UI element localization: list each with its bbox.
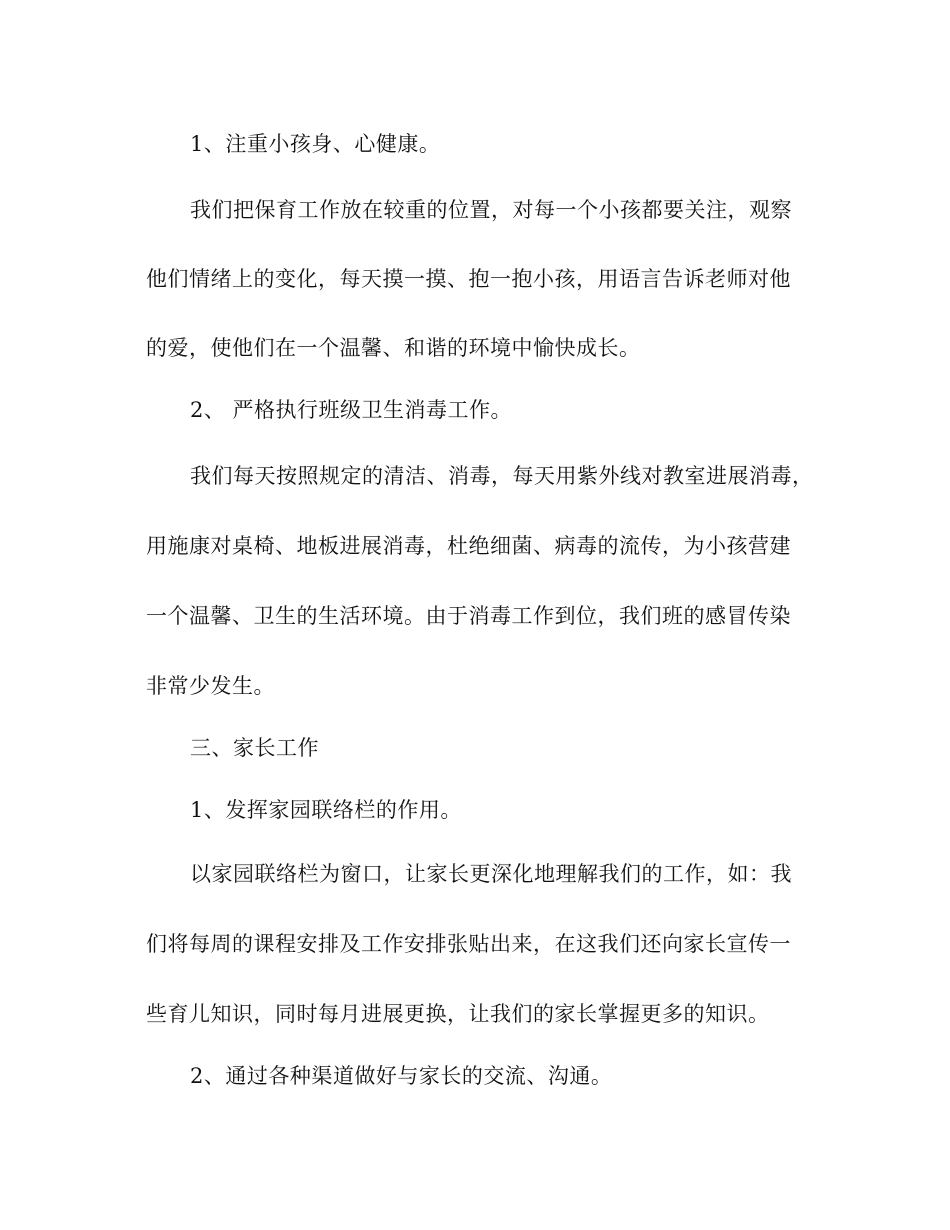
item-heading-contact-board: 1、发挥家园联络栏的作用。 [190, 798, 462, 822]
paragraph-line: 用施康对桌椅、地板进展消毒，杜绝细菌、病毒的流传，为小孩营建 [146, 534, 791, 558]
paragraph-line: 我们把保育工作放在较重的位置，对每一个小孩都要关注，观察 [190, 198, 792, 222]
paragraph-line: 非常少发生。 [146, 674, 275, 698]
paragraph-line: 的爱，使他们在一个温馨、和谐的环境中愉快成长。 [146, 336, 641, 360]
paragraph-line: 他们情绪上的变化，每天摸一摸、抱一抱小孩，用语言告诉老师对他 [146, 267, 791, 291]
item-heading-health: 1、注重小孩身、心健康。 [190, 132, 441, 156]
paragraph-line: 些育儿知识，同时每月进展更换，让我们的家长掌握更多的知识。 [146, 1002, 770, 1026]
paragraph-line: 一个温馨、卫生的生活环境。由于消毒工作到位，我们班的感冒传染 [146, 604, 791, 628]
paragraph-line: 我们每天按照规定的清洁、消毒，每天用紫外线对教室进展消毒， [190, 464, 814, 488]
item-heading-hygiene: 2、 严格执行班级卫生消毒工作。 [190, 398, 513, 422]
paragraph-line: 们将每周的课程安排及工作安排张贴出来，在这我们还向家长宣传一 [146, 932, 791, 956]
item-heading-communication: 2、通过各种渠道做好与家长的交流、沟通。 [190, 1064, 613, 1088]
paragraph-line: 以家园联络栏为窗口，让家长更深化地理解我们的工作，如：我 [190, 862, 792, 886]
section-heading-parents: 三、家长工作 [190, 736, 319, 760]
